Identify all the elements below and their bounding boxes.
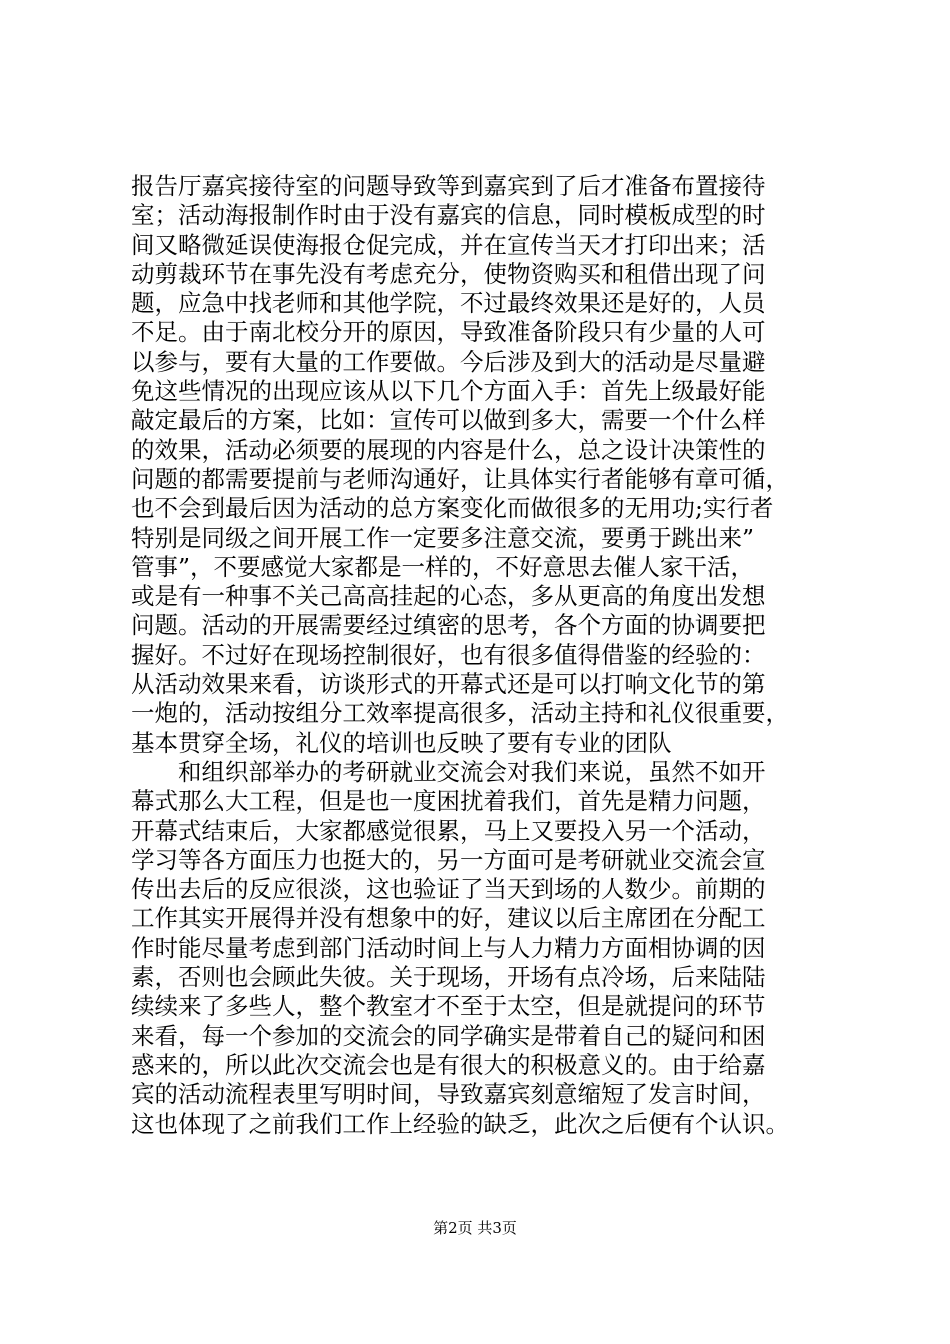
paragraph-start-line: 和组织部举办的考研就业交流会对我们来说，虽然不如开 [178, 757, 766, 786]
text-line: 管事”，不要感觉大家都是一样的，不好意思去催人家干活， [131, 552, 755, 581]
text-line: 作时能尽量考虑到部门活动时间上与人力精力方面相协调的因 [131, 933, 766, 962]
text-line: 握好。不过好在现场控制很好，也有很多值得借鉴的经验的： [131, 640, 766, 669]
text-line: 基本贯穿全场，礼仪的培训也反映了要有专业的团队 [131, 728, 672, 757]
text-line: 间又略微延误使海报仓促完成，并在宣传当天才打印出来；活 [131, 230, 766, 259]
page-number-footer: 第2页 共3页 [433, 1219, 517, 1237]
text-line: 特别是同级之间开展工作一定要多注意交流，要勇于跳出来” [131, 523, 755, 552]
text-line: 这也体现了之前我们工作上经验的缺乏，此次之后便有个认识。 [131, 1109, 789, 1138]
text-line: 题，应急中找老师和其他学院，不过最终效果还是好的，人员 [131, 289, 766, 318]
text-line: 从活动效果来看，访谈形式的开幕式还是可以打响文化节的第 [131, 670, 766, 699]
text-line: 素，否则也会顾此失彼。关于现场，开场有点冷场，后来陆陆 [131, 963, 766, 992]
text-line: 宾的活动流程表里写明时间，导致嘉宾刻意缩短了发言时间， [131, 1080, 766, 1109]
text-line: 续续来了多些人，整个教室才不至于太空，但是就提问的环节 [131, 992, 766, 1021]
text-line: 幕式那么大工程，但是也一度困扰着我们，首先是精力问题， [131, 787, 766, 816]
text-line: 也不会到最后因为活动的总方案变化而做很多的无用功;实行者 [131, 494, 774, 523]
text-line: 来看，每一个参加的交流会的同学确实是带着自己的疑问和困 [131, 1021, 766, 1050]
document-body [131, 172, 851, 1139]
text-line: 一炮的，活动按组分工效率提高很多，活动主持和礼仪很重要， [131, 699, 789, 728]
text-line: 惑来的，所以此次交流会也是有很大的积极意义的。由于给嘉 [131, 1050, 766, 1079]
text-line: 动剪裁环节在事先没有考虑充分，使物资购买和租借出现了问 [131, 259, 766, 288]
text-line: 的效果，活动必须要的展现的内容是什么，总之设计决策性的 [131, 435, 766, 464]
text-line: 或是有一种事不关己高高挂起的心态，多从更高的角度出发想 [131, 582, 766, 611]
text-line: 问题的都需要提前与老师沟通好，让具体实行者能够有章可循， [131, 464, 789, 493]
text-line: 报告厅嘉宾接待室的问题导致等到嘉宾到了后才准备布置接待 [131, 172, 766, 200]
text-line: 室；活动海报制作时由于没有嘉宾的信息，同时模板成型的时 [131, 201, 766, 230]
text-line: 工作其实开展得并没有想象中的好，建议以后主席团在分配工 [131, 904, 766, 933]
text-line: 以参与，要有大量的工作要做。今后涉及到大的活动是尽量避 [131, 347, 766, 376]
text-line: 学习等各方面压力也挺大的，另一方面可是考研就业交流会宣 [131, 845, 766, 874]
text-line: 传出去后的反应很淡，这也验证了当天到场的人数少。前期的 [131, 875, 766, 904]
text-line: 问题。活动的开展需要经过缜密的思考，各个方面的协调要把 [131, 611, 766, 640]
text-line: 不足。由于南北校分开的原因，导致准备阶段只有少量的人可 [131, 318, 766, 347]
text-line: 开幕式结束后，大家都感觉很累，马上又要投入另一个活动， [131, 816, 766, 845]
text-line: 敲定最后的方案，比如：宣传可以做到多大，需要一个什么样 [131, 406, 766, 435]
text-line: 免这些情况的出现应该从以下几个方面入手：首先上级最好能 [131, 377, 766, 406]
